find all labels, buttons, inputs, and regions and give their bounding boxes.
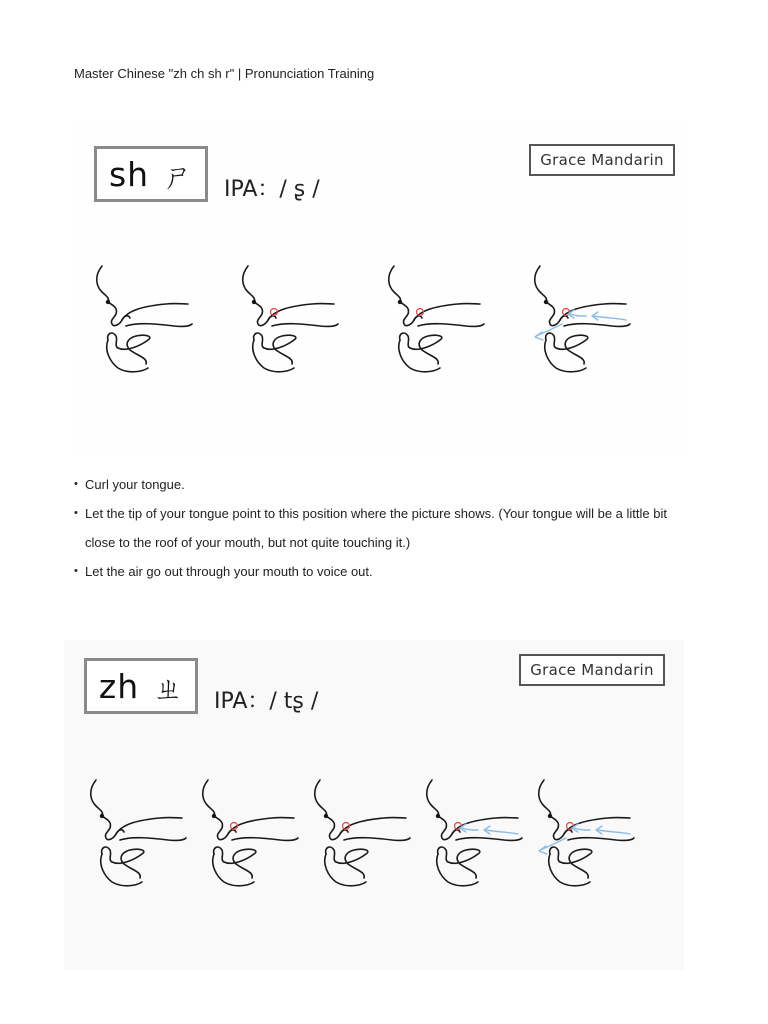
sh-pronunciation-panel: [74, 122, 684, 452]
brand-logo: Grace Mandarin: [519, 654, 665, 686]
instruction-list: [74, 470, 694, 586]
mouth-profile-diagram: [427, 780, 522, 886]
sound-bopomofo: ㄓ: [153, 672, 184, 707]
instruction-item: • Let the tip of your tongue point to this position where the picture shows. (Your tongue will be a little bit close to the roof of your mouth, but not quite touching it.): [74, 499, 694, 557]
zh-tongue-diagrams: [64, 640, 684, 970]
mouth-profile-diagram: [203, 780, 298, 886]
sound-latin: zh: [98, 666, 140, 706]
mouth-profile-diagram: [315, 780, 410, 886]
brand-logo: Grace Mandarin: [529, 144, 675, 176]
sound-bopomofo: ㄕ: [163, 160, 194, 195]
sh-tongue-diagrams: [74, 122, 684, 452]
mouth-profile-diagram: [97, 266, 192, 372]
airflow-arrow: [598, 830, 630, 834]
ipa-label: IPA：/ tʂ /: [214, 689, 319, 714]
airflow-arrow: [594, 316, 626, 320]
ipa-label: IPA：/ ʂ /: [224, 177, 320, 202]
mouth-profile-diagram: [91, 780, 186, 886]
document-title: Master Chinese "zh ch sh r" | Pronunciation Training: [74, 66, 375, 81]
mouth-profile-diagram: [243, 266, 338, 372]
zh-pronunciation-panel: [64, 640, 684, 970]
mouth-profile-diagram: [535, 266, 630, 372]
mouth-profile-diagram: [539, 780, 634, 886]
instruction-item: • Curl your tongue.: [74, 470, 694, 499]
sound-latin: sh: [108, 154, 150, 194]
airflow-arrow: [486, 830, 518, 834]
instruction-item: • Let the air go out through your mouth to voice out.: [74, 557, 694, 586]
mouth-profile-diagram: [389, 266, 484, 372]
